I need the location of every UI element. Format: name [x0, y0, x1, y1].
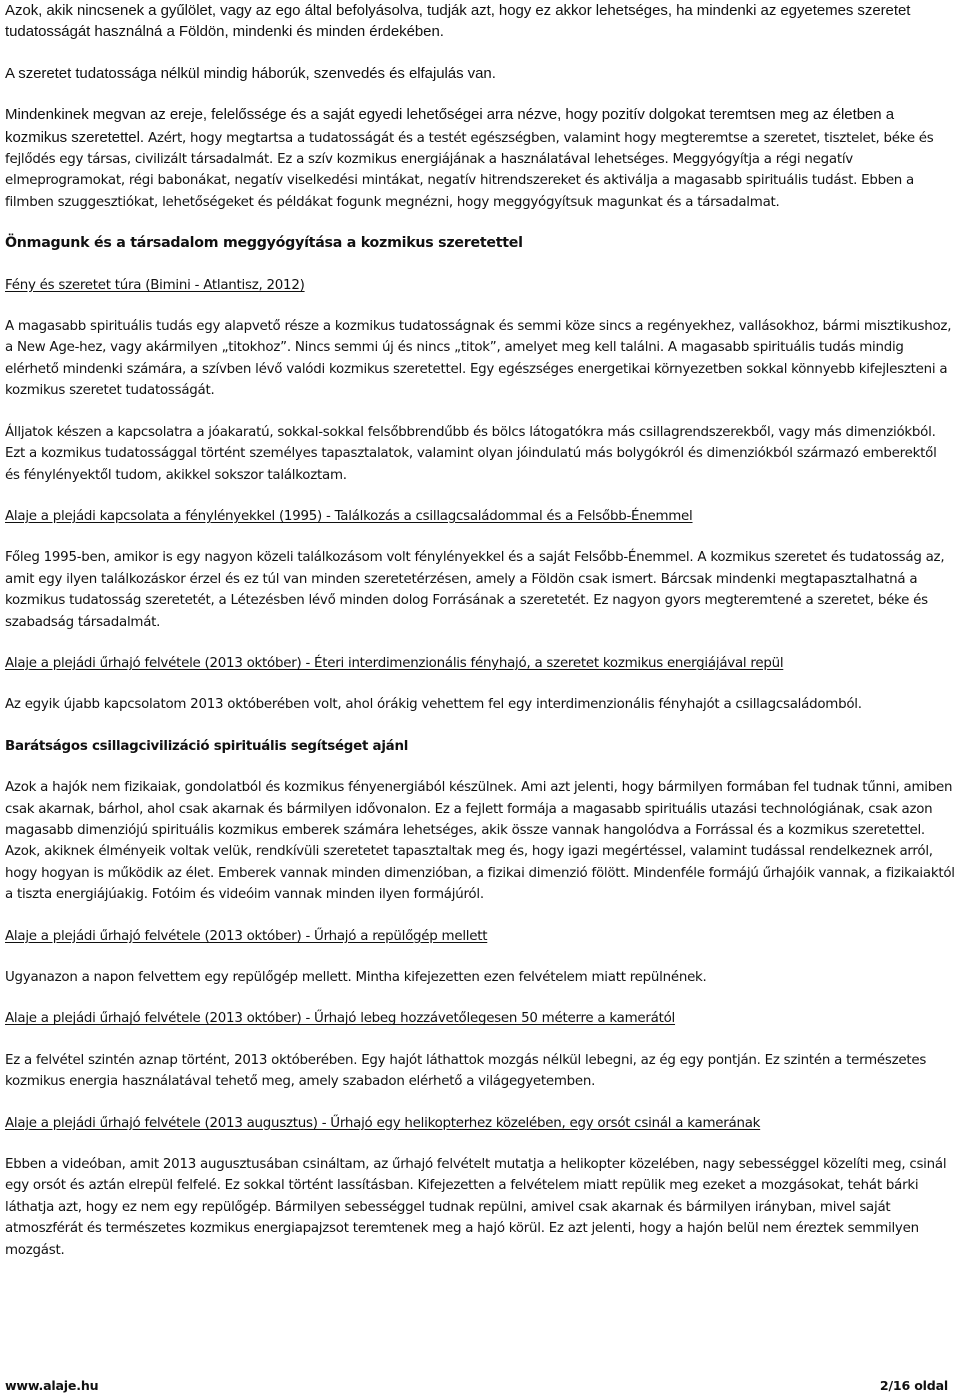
paragraph-2013-contact: Az egyik újabb kapcsolatom 2013 októberében volt, ahol órákig vehettem fel egy interdimenzionális fényhajót a csillagcsaládomból. [5, 697, 862, 713]
section-heading-healing: Önmagunk és a társadalom meggyógyítása a kozmikus szeretettel [5, 235, 523, 252]
video-link-2013-october-lightship-text[interactable]: Alaje a plejádi űrhajó felvétele (2013 október) - Éteri interdimenzionális fényhajó, a szeretet kozmikus energiájával repül [5, 655, 784, 671]
page-footer [5, 1378, 948, 1393]
video-link-ship-hovering-text[interactable]: Alaje a plejádi űrhajó felvétele (2013 október) - Űrhajó lebeg hozzávetőlegesen 50 méterre a kamerától [5, 1011, 676, 1027]
paragraph-1995-encounter: Főleg 1995-ben, amikor is egy nagyon közeli találkozásom volt fénylényekkel és a saját Felsőbb-Énemmel. A kozmikus szeretet és tudatosság az, amit egy ilyen találkozáskor érzel és ez túl van minden szeretetérzésen, amely a Földön csak ismert. Bárcsak mindenki megtapasztalhatná a kozmikus tudatosság szeretetét, a Létezésben lévő minden dolog Forrásának a szeretetét. Ez nagyon gyors megteremtené a szeretet, béke és szabadság társadalmát. [5, 550, 945, 630]
footer-site-url[interactable]: www.alaje.hu [5, 1378, 99, 1393]
footer-page-number: 2/16 oldal [879, 1378, 948, 1393]
section-heading-star-civilization: Barátságos csillagcivilizáció spirituális segítséget ajánl [5, 738, 409, 754]
video-link-2013-october-lightship[interactable] [5, 653, 955, 674]
video-link-ship-helicopter-text[interactable]: Alaje a plejádi űrhajó felvétele (2013 augusztus) - Űrhajó egy helikopterhez közelében, egy orsót csinál a kamerának [5, 1115, 761, 1131]
video-link-1995-contact[interactable] [5, 506, 955, 527]
intro-paragraph-2: A szeretet tudatossága nélkül mindig háborúk, szenvedés és elfajulás van. [5, 64, 496, 82]
video-link-ship-hovering[interactable] [5, 1008, 955, 1029]
paragraph-hovering-ship: Ez a felvétel szintén aznap történt, 2013 októberében. Egy hajót láthattok mozgás nélkül lebegni, az ég egy pontján. Ez szintén a természetes kozmikus energia használatával tehető meg, amely szabadon elérhető a világegyetemben. [5, 1052, 927, 1090]
document-page [5, 0, 955, 1261]
intro-paragraph-3-start: Mindenkinek megvan az ereje, felelőssége és a saját egyedi lehetőségei arra nézve, hogy pozitív dolgokat teremtsen meg az életben a kozmikus szeretettel. [5, 106, 894, 146]
video-link-light-love-tour[interactable] [5, 275, 955, 296]
video-link-ship-near-airplane-text[interactable]: Alaje a plejádi űrhajó felvétele (2013 október) - Űrhajó a repülőgép mellett [5, 928, 488, 944]
intro-paragraph-1: Azok, akik nincsenek a gyűlölet, vagy az ego által befolyásolva, tudják azt, hogy ez akkor lehetséges, ha mindenki az egyetemes szeretet tudatosságát használná a Földön, mindenki és minden érdekében. [5, 2, 911, 41]
video-link-light-love-tour-text[interactable]: Fény és szeretet túra (Bimini - Atlantisz, 2012) [5, 277, 305, 293]
paragraph-contact-ready: Álljatok készen a kapcsolatra a jóakaratú, sokkal-sokkal felsőbbrendűbb és bölcs látogatókra más csillagrendszerekből, vagy más dimenziókból. Ezt a kozmikus tudatossággal történt személyes tapasztalatok, valamint olyan jóindulatú más bolygókról és dimenziókból származó emberektől és fénylényektől tudom, akikkel sokszor találkoztam. [5, 424, 937, 483]
intro-paragraph-3-rest: Azért, hogy megtartsa a tudatosságát és a testét egészségben, valamint hogy megteremtse a szeretet, tisztelet, béke és fejlődés egy társas, civilizált társadalmát. Ez a szív kozmikus energiájának a használatával lehetséges. Meggyógyítja a régi negatív elmeprogramokat, régi babonákat, negatív viselkedési mintákat, negatív hitrendszereket és aktiválja a magasabb spirituális tudást. Ebben a filmben szuggesztiókat, lehetőségeket és példákat fogunk megnézni, hogy meggyógyítsuk magunkat és a társadalmat. [5, 130, 934, 210]
paragraph-spiritual-knowledge: A magasabb spirituális tudás egy alapvető része a kozmikus tudatosságnak és semmi köze sincs a regényekhez, vallásokhoz, bármi misztikushoz, a New Age-hez, vagy akármilyen „titokhoz”. Nincs semmi új és nincs „titok”, amelyet meg kell találni. A magasabb spirituális tudás mindig elérhető mindenki számára, a szívben lévő valódi kozmikus szeretettel. Egy egészséges energetikai környezetben sokkal könnyebb kifejleszteni a kozmikus szeretet tudatosságát. [5, 319, 952, 399]
paragraph-same-day-airplane: Ugyanazon a napon felvettem egy repülőgép mellett. Mintha kifejezetten ezen felvételem miatt repülnének. [5, 970, 707, 985]
video-link-ship-helicopter[interactable] [5, 1113, 955, 1134]
paragraph-helicopter-video: Ebben a videóban, amit 2013 augusztusában csináltam, az űrhajó felvételt mutatja a helikopter közelében, nagy sebességgel közelíti meg, csinál egy orsót és aztán elrepül felfelé. Ez sokkal történt lassításban. Kifejezetten a felvételem miatt repülik meg ezeket a mozgásokat, tehát bárki láthatja azt, hogy ez nem egy repülőgép. Bármilyen sebességgel tudnak repülni, amivel csak akarnak és bármilyen irányban, mivel saját atmoszférát és természetes kozmikus energiapajzsot teremtenek meg a hajó körül. Ez azt jelenti, hogy a hajón belül nem éreztek semmilyen mozgást. [5, 1157, 947, 1258]
intro-paragraph-3 [5, 104, 955, 213]
video-link-ship-near-airplane[interactable] [5, 926, 955, 947]
paragraph-ships-not-physical: Azok a hajók nem fizikaiak, gondolatból és kozmikus fényenergiából készülnek. Ami azt jelenti, hogy bármilyen formában fel tudnak tűnni, amiben csak akarnak, bárhol, ahol csak akarnak és bármilyen idővonalon. Ez a fejlett formája a magasabb spirituális utazási technológiának, csak azon magasabb dimenziójú spirituális kozmikus emberek számára lehetséges, akik össze vannak hangolódva a Forrással és a kozmikus szeretettel. Azok, akiknek élményeik voltak velük, rendkívüli szeretetet tapasztaltak meg és, hogy igazi megértéssel, valamint tudással rendelkeznek arról, hogy hogyan is működik az élet. Emberek vannak minden dimenzióban, a fizikai dimenzió fölött. Mindenféle formájú űrhajóik vannak, a fizikaiaktól a tiszta energiájúakig. Fotóim és videóim vannak minden ilyen formájúról. [5, 780, 955, 903]
video-link-1995-contact-text[interactable]: Alaje a plejádi kapcsolata a fénylényekkel (1995) - Találkozás a csillagcsaládommal és a Felsőbb-Énemmel [5, 508, 693, 524]
